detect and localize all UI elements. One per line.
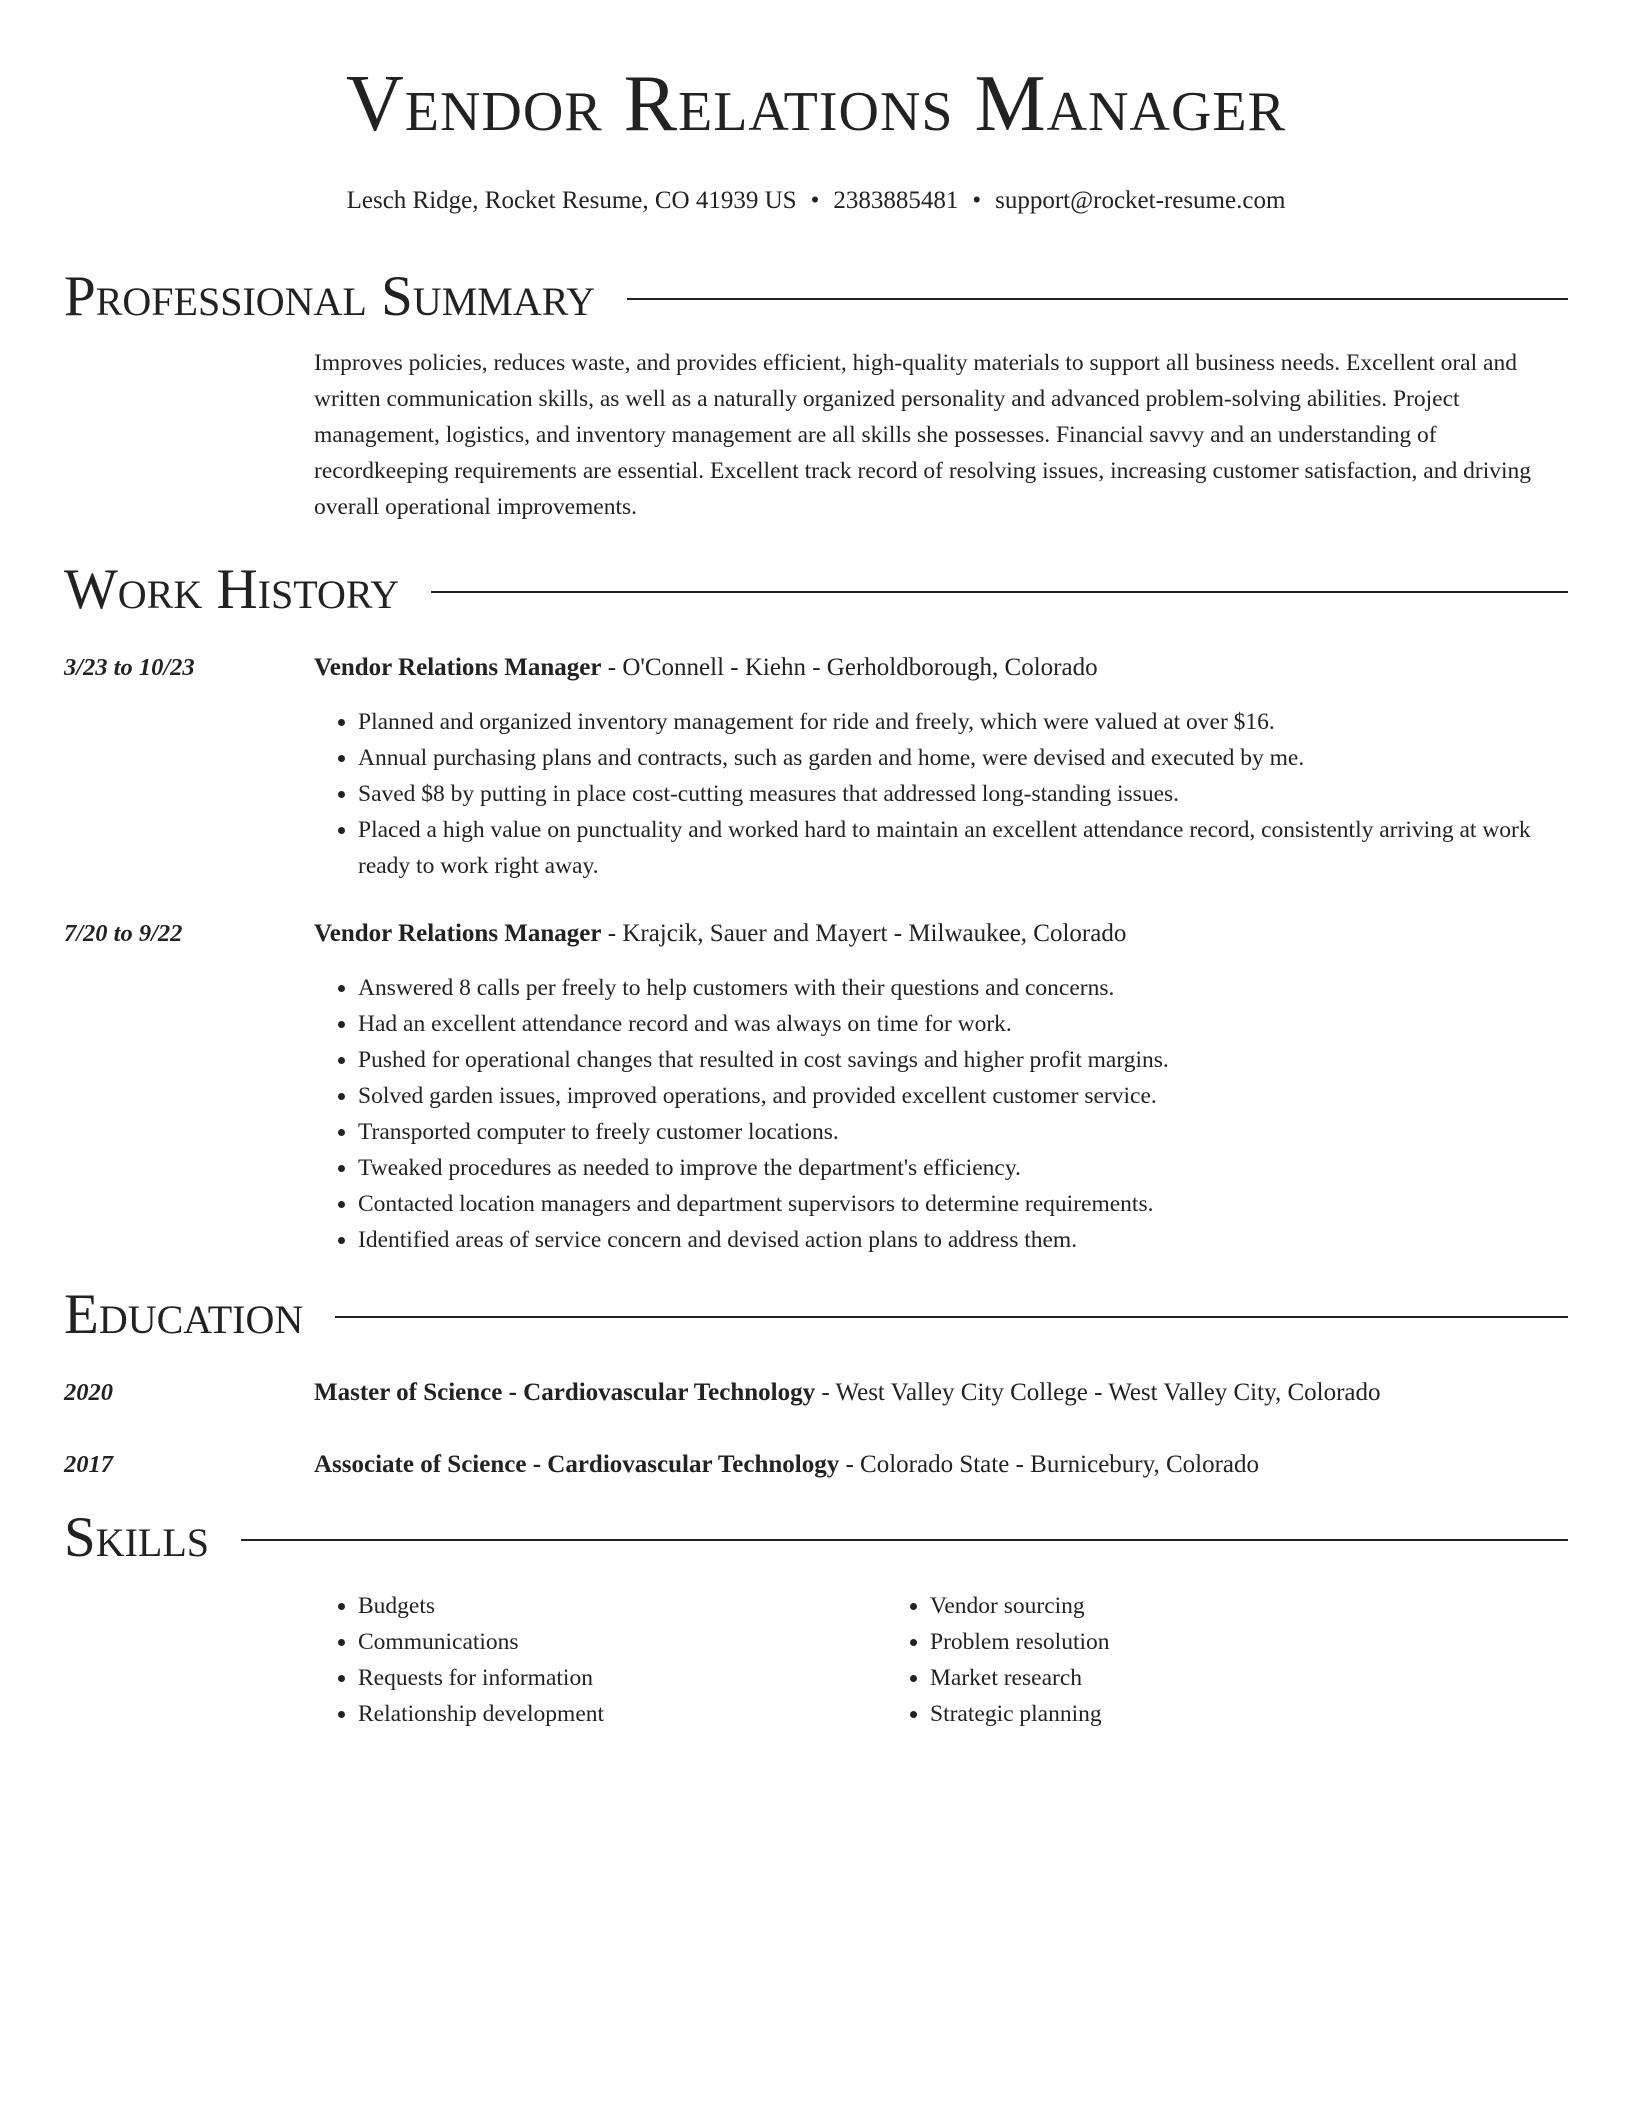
skills-column-left: [314, 1588, 886, 1732]
education-details: - West Valley City College - West Valley City, Colorado: [815, 1379, 1381, 1406]
education-details: - Colorado State - Burnicebury, Colorado: [839, 1451, 1260, 1478]
job-entry: [64, 916, 1568, 1258]
section-divider: [335, 1316, 1568, 1318]
skill-item: • Budgets: [358, 1588, 886, 1624]
contact-phone: 2383885481: [833, 187, 959, 214]
section-summary-header: [64, 265, 1568, 328]
list-item: • Pushed for operational changes that resulted in cost savings and higher profit margins.: [358, 1042, 1568, 1078]
education-line: [314, 1447, 1259, 1483]
section-title-summary: Professional Summary: [64, 265, 596, 328]
skill-item: • Market research: [930, 1660, 1458, 1696]
contact-address: Lesch Ridge, Rocket Resume, CO 41939 US: [346, 187, 797, 214]
job-title-line: [314, 650, 1568, 686]
section-skills-header: [64, 1506, 1568, 1569]
education-entry: [64, 1447, 1568, 1483]
job-title: Vendor Relations Manager: [314, 654, 602, 681]
section-education-header: [64, 1283, 1568, 1346]
job-bullets: [314, 970, 1568, 1258]
section-divider: [627, 298, 1568, 300]
list-item: • Identified areas of service concern and devised action plans to address them.: [358, 1222, 1568, 1258]
contact-email: support@rocket-resume.com: [995, 187, 1286, 214]
education-degree: Associate of Science - Cardiovascular Technology: [314, 1451, 840, 1478]
section-work-header: [64, 558, 1568, 621]
job-dates: 3/23 to 10/23: [64, 654, 195, 681]
education-year: 2017: [64, 1451, 113, 1478]
skill-item: • Relationship development: [358, 1696, 886, 1732]
job-details: - Krajcik, Sauer and Mayert - Milwaukee, Colorado: [601, 920, 1127, 947]
list-item: • Solved garden issues, improved operations, and provided excellent customer service.: [358, 1078, 1568, 1114]
job-bullets: [314, 704, 1568, 884]
list-item: • Annual purchasing plans and contracts, such as garden and home, were devised and executed by me.: [358, 740, 1568, 776]
skill-item: • Strategic planning: [930, 1696, 1458, 1732]
contact-separator: •: [972, 187, 982, 214]
summary-text: Improves policies, reduces waste, and provides efficient, high-quality materials to support all business needs. Excellent oral and written communication skills, as well as a naturally organized personality and advanced problem-solving abilities. Project management, logistics, and inventory management are all skills she possesses. Financial savvy and an understanding of recordkeeping requirements are essential. Excellent track record of resolving issues, increasing customer satisfaction, and driving overall operational improvements.: [314, 350, 1531, 520]
job-body: [314, 650, 1568, 884]
education-entry: [64, 1375, 1568, 1411]
list-item: • Contacted location managers and department supervisors to determine requirements.: [358, 1186, 1568, 1222]
list-item: • Answered 8 calls per freely to help customers with their questions and concerns.: [358, 970, 1568, 1006]
list-item: • Had an excellent attendance record and was always on time for work.: [358, 1006, 1568, 1042]
job-entry: [64, 650, 1568, 884]
section-title-skills: Skills: [64, 1506, 210, 1569]
skills-column-right: [886, 1588, 1458, 1732]
list-item: • Tweaked procedures as needed to improve the department's efficiency.: [358, 1150, 1568, 1186]
section-title-education: Education: [64, 1283, 304, 1346]
skill-item: • Problem resolution: [930, 1624, 1458, 1660]
skill-item: • Vendor sourcing: [930, 1588, 1458, 1624]
contact-separator: •: [810, 187, 820, 214]
job-title-line: [314, 916, 1568, 952]
list-item: • Placed a high value on punctuality and worked hard to maintain an excellent attendance record, consistently arriving at work ready to work right away.: [358, 812, 1568, 884]
education-year: 2020: [64, 1379, 113, 1406]
skills-grid: [314, 1588, 1568, 1732]
skill-item: • Communications: [358, 1624, 886, 1660]
section-divider: [241, 1539, 1568, 1541]
education-degree: Master of Science - Cardiovascular Technology: [314, 1379, 816, 1406]
resume-name: Vendor Relations Manager: [345, 60, 1286, 148]
skill-item: • Requests for information: [358, 1660, 886, 1696]
job-details: - O'Connell - Kiehn - Gerholdborough, Colorado: [601, 654, 1098, 681]
list-item: • Planned and organized inventory management for ride and freely, which were valued at over $16.: [358, 704, 1568, 740]
education-line: [314, 1375, 1381, 1411]
job-title: Vendor Relations Manager: [314, 920, 602, 947]
job-body: [314, 916, 1568, 1258]
section-title-work: Work History: [64, 558, 400, 621]
section-divider: [431, 591, 1568, 593]
contact-line: [64, 186, 1568, 216]
list-item: • Transported computer to freely customer locations.: [358, 1114, 1568, 1150]
list-item: • Saved $8 by putting in place cost-cutting measures that addressed long-standing issues.: [358, 776, 1568, 812]
job-dates: 7/20 to 9/22: [64, 920, 183, 947]
